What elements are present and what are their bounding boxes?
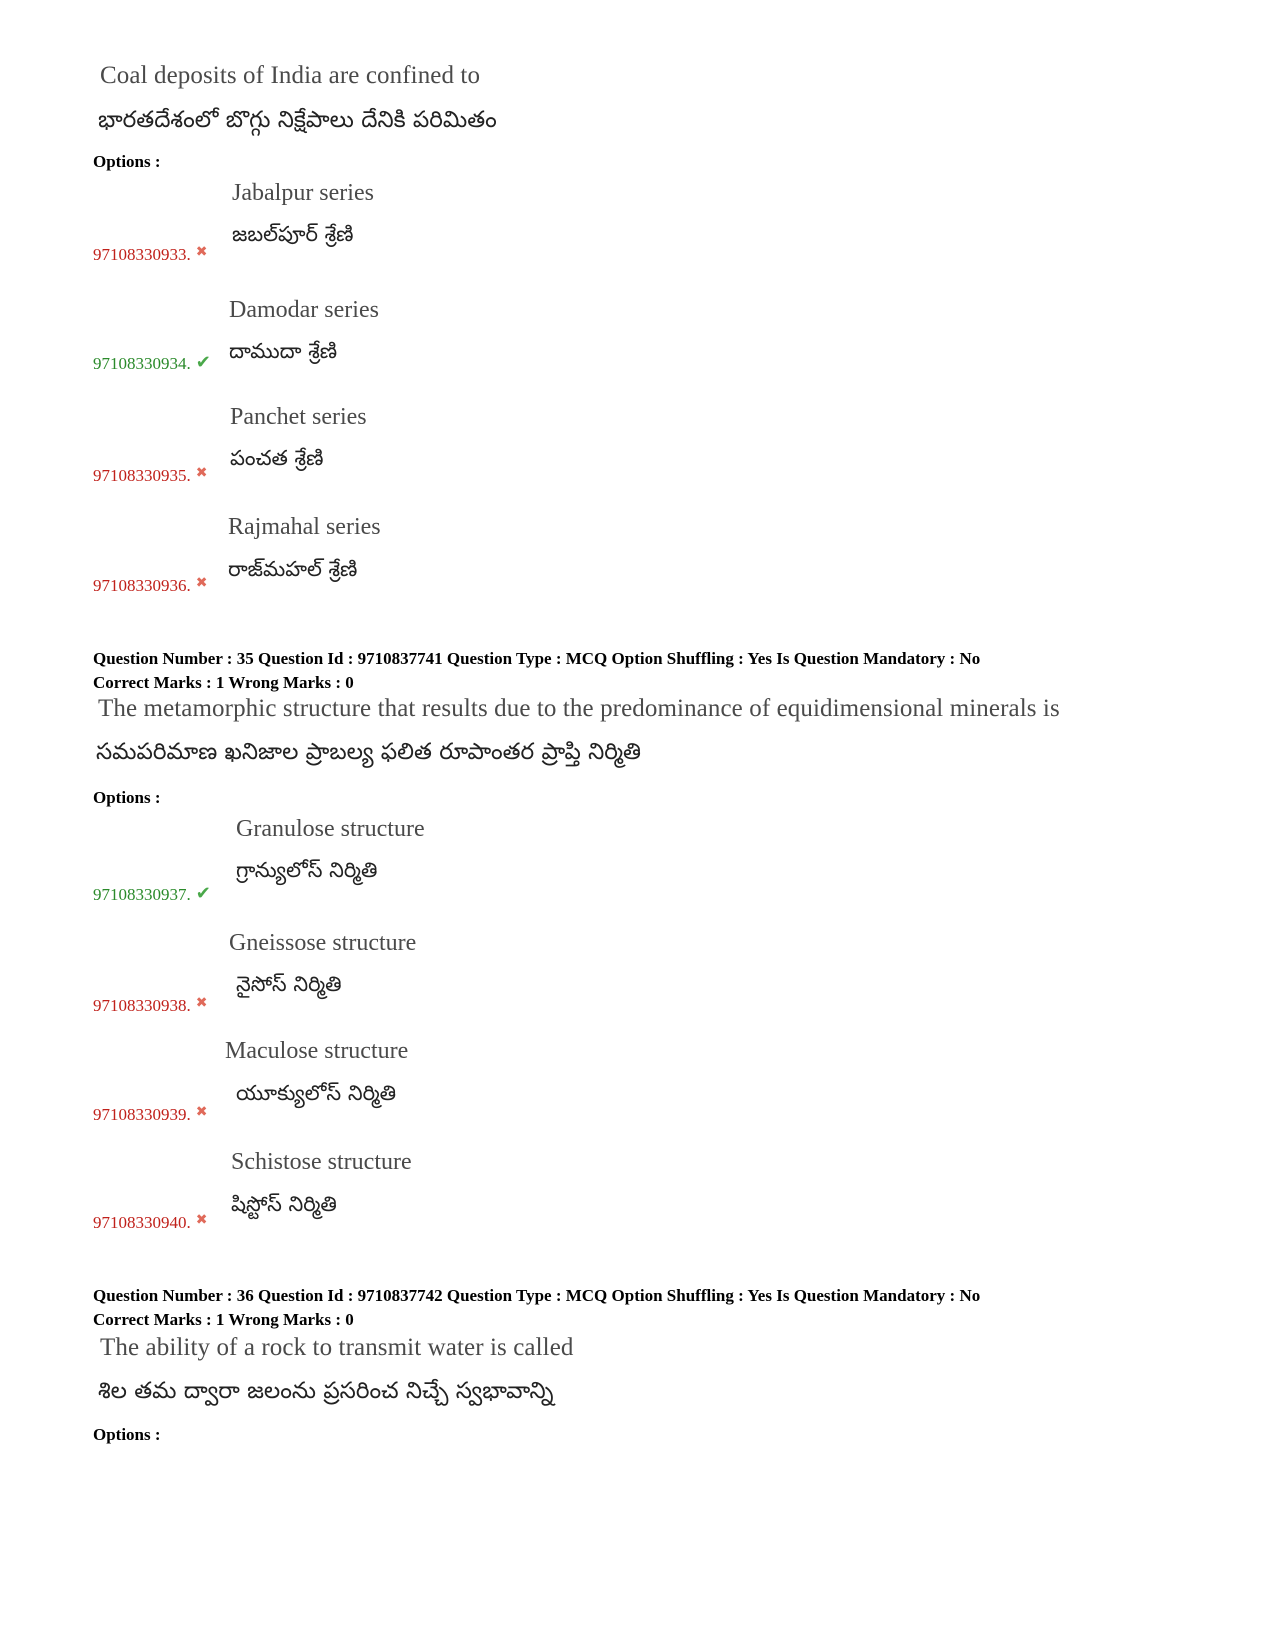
option-text-te: యూక్యులోస్ నిర్మితి xyxy=(236,1081,397,1105)
option-row xyxy=(93,883,211,905)
option-row xyxy=(93,244,207,265)
question-34-options-label: Options : xyxy=(93,152,161,171)
option-text-en: Rajmahal series xyxy=(228,514,381,540)
option-id: 97108330940. xyxy=(93,1213,191,1232)
question-35-marks: Correct Marks : 1 Wrong Marks : 0 xyxy=(93,673,354,692)
question-34-text-te: భారతదేశంలో బొగ్గు నిక్షేపాలు దేనికి పరిమితం xyxy=(98,107,497,133)
option-text-te: నైసోస్ నిర్మితి xyxy=(236,972,342,996)
option-text-en: Gneissose structure xyxy=(229,930,417,956)
question-35-options-label: Options : xyxy=(93,788,161,807)
question-36-options-label: Options : xyxy=(93,1425,161,1444)
correct-check-icon: ✔ xyxy=(195,883,211,904)
question-36-marks: Correct Marks : 1 Wrong Marks : 0 xyxy=(93,1310,354,1329)
option-row xyxy=(93,465,207,486)
wrong-mark-icon: ✖ xyxy=(195,1104,208,1120)
option-text-en: Maculose structure xyxy=(225,1038,409,1064)
option-text-en: Jabalpur series xyxy=(232,180,374,206)
option-id: 97108330938. xyxy=(93,996,191,1015)
option-text-te: జబల్‌పూర్ శ్రేణి xyxy=(232,222,354,246)
option-text-te: పంచత శ్రేణి xyxy=(230,446,324,470)
option-text-en: Panchet series xyxy=(230,404,367,430)
question-36-header: Question Number : 36 Question Id : 9710837742 Question Type : MCQ Option Shuffling : Yes Is Question Mandatory : No xyxy=(93,1286,981,1305)
option-text-en: Damodar series xyxy=(229,297,379,323)
option-text-en: Granulose structure xyxy=(236,816,425,842)
option-id: 97108330934. xyxy=(93,354,191,373)
wrong-mark-icon: ✖ xyxy=(195,1212,208,1228)
option-text-te: దాముదా శ్రేణి xyxy=(229,339,338,363)
option-row xyxy=(93,1212,207,1233)
option-text-te: షిస్టోస్ నిర్మితి xyxy=(231,1192,337,1216)
wrong-mark-icon: ✖ xyxy=(195,575,208,591)
option-row xyxy=(93,575,207,596)
option-text-en: Schistose structure xyxy=(231,1149,412,1175)
option-row xyxy=(93,995,207,1016)
question-34-text-en: Coal deposits of India are confined to xyxy=(100,62,481,89)
option-id: 97108330936. xyxy=(93,576,191,595)
wrong-mark-icon: ✖ xyxy=(195,244,208,260)
question-36-text-te: శిల తమ ద్వారా జలంను ప్రసరించ నిచ్చే స్వభావాన్ని xyxy=(98,1378,554,1404)
option-id: 97108330935. xyxy=(93,466,191,485)
question-35-text-te: సమపరిమాణ ఖనిజాల ప్రాబల్య ఫలిత రూపాంతర ప్రాప్తి నిర్మితి xyxy=(96,739,642,765)
option-id: 97108330933. xyxy=(93,245,191,264)
question-35-text-en: The metamorphic structure that results due to the predominance of equidimensional minerals is xyxy=(98,695,1060,722)
question-36-text-en: The ability of a rock to transmit water is called xyxy=(100,1334,574,1361)
option-text-te: గ్రాన్యులోస్ నిర్మితి xyxy=(236,858,378,882)
option-id: 97108330937. xyxy=(93,885,191,904)
correct-check-icon: ✔ xyxy=(195,352,211,373)
option-row xyxy=(93,352,211,374)
option-row xyxy=(93,1104,207,1125)
option-id: 97108330939. xyxy=(93,1105,191,1124)
option-text-te: రాజ్‌మహల్ శ్రేణి xyxy=(228,557,358,581)
question-35-header: Question Number : 35 Question Id : 9710837741 Question Type : MCQ Option Shuffling : Yes Is Question Mandatory : No xyxy=(93,649,981,668)
wrong-mark-icon: ✖ xyxy=(195,995,208,1011)
wrong-mark-icon: ✖ xyxy=(195,465,208,481)
